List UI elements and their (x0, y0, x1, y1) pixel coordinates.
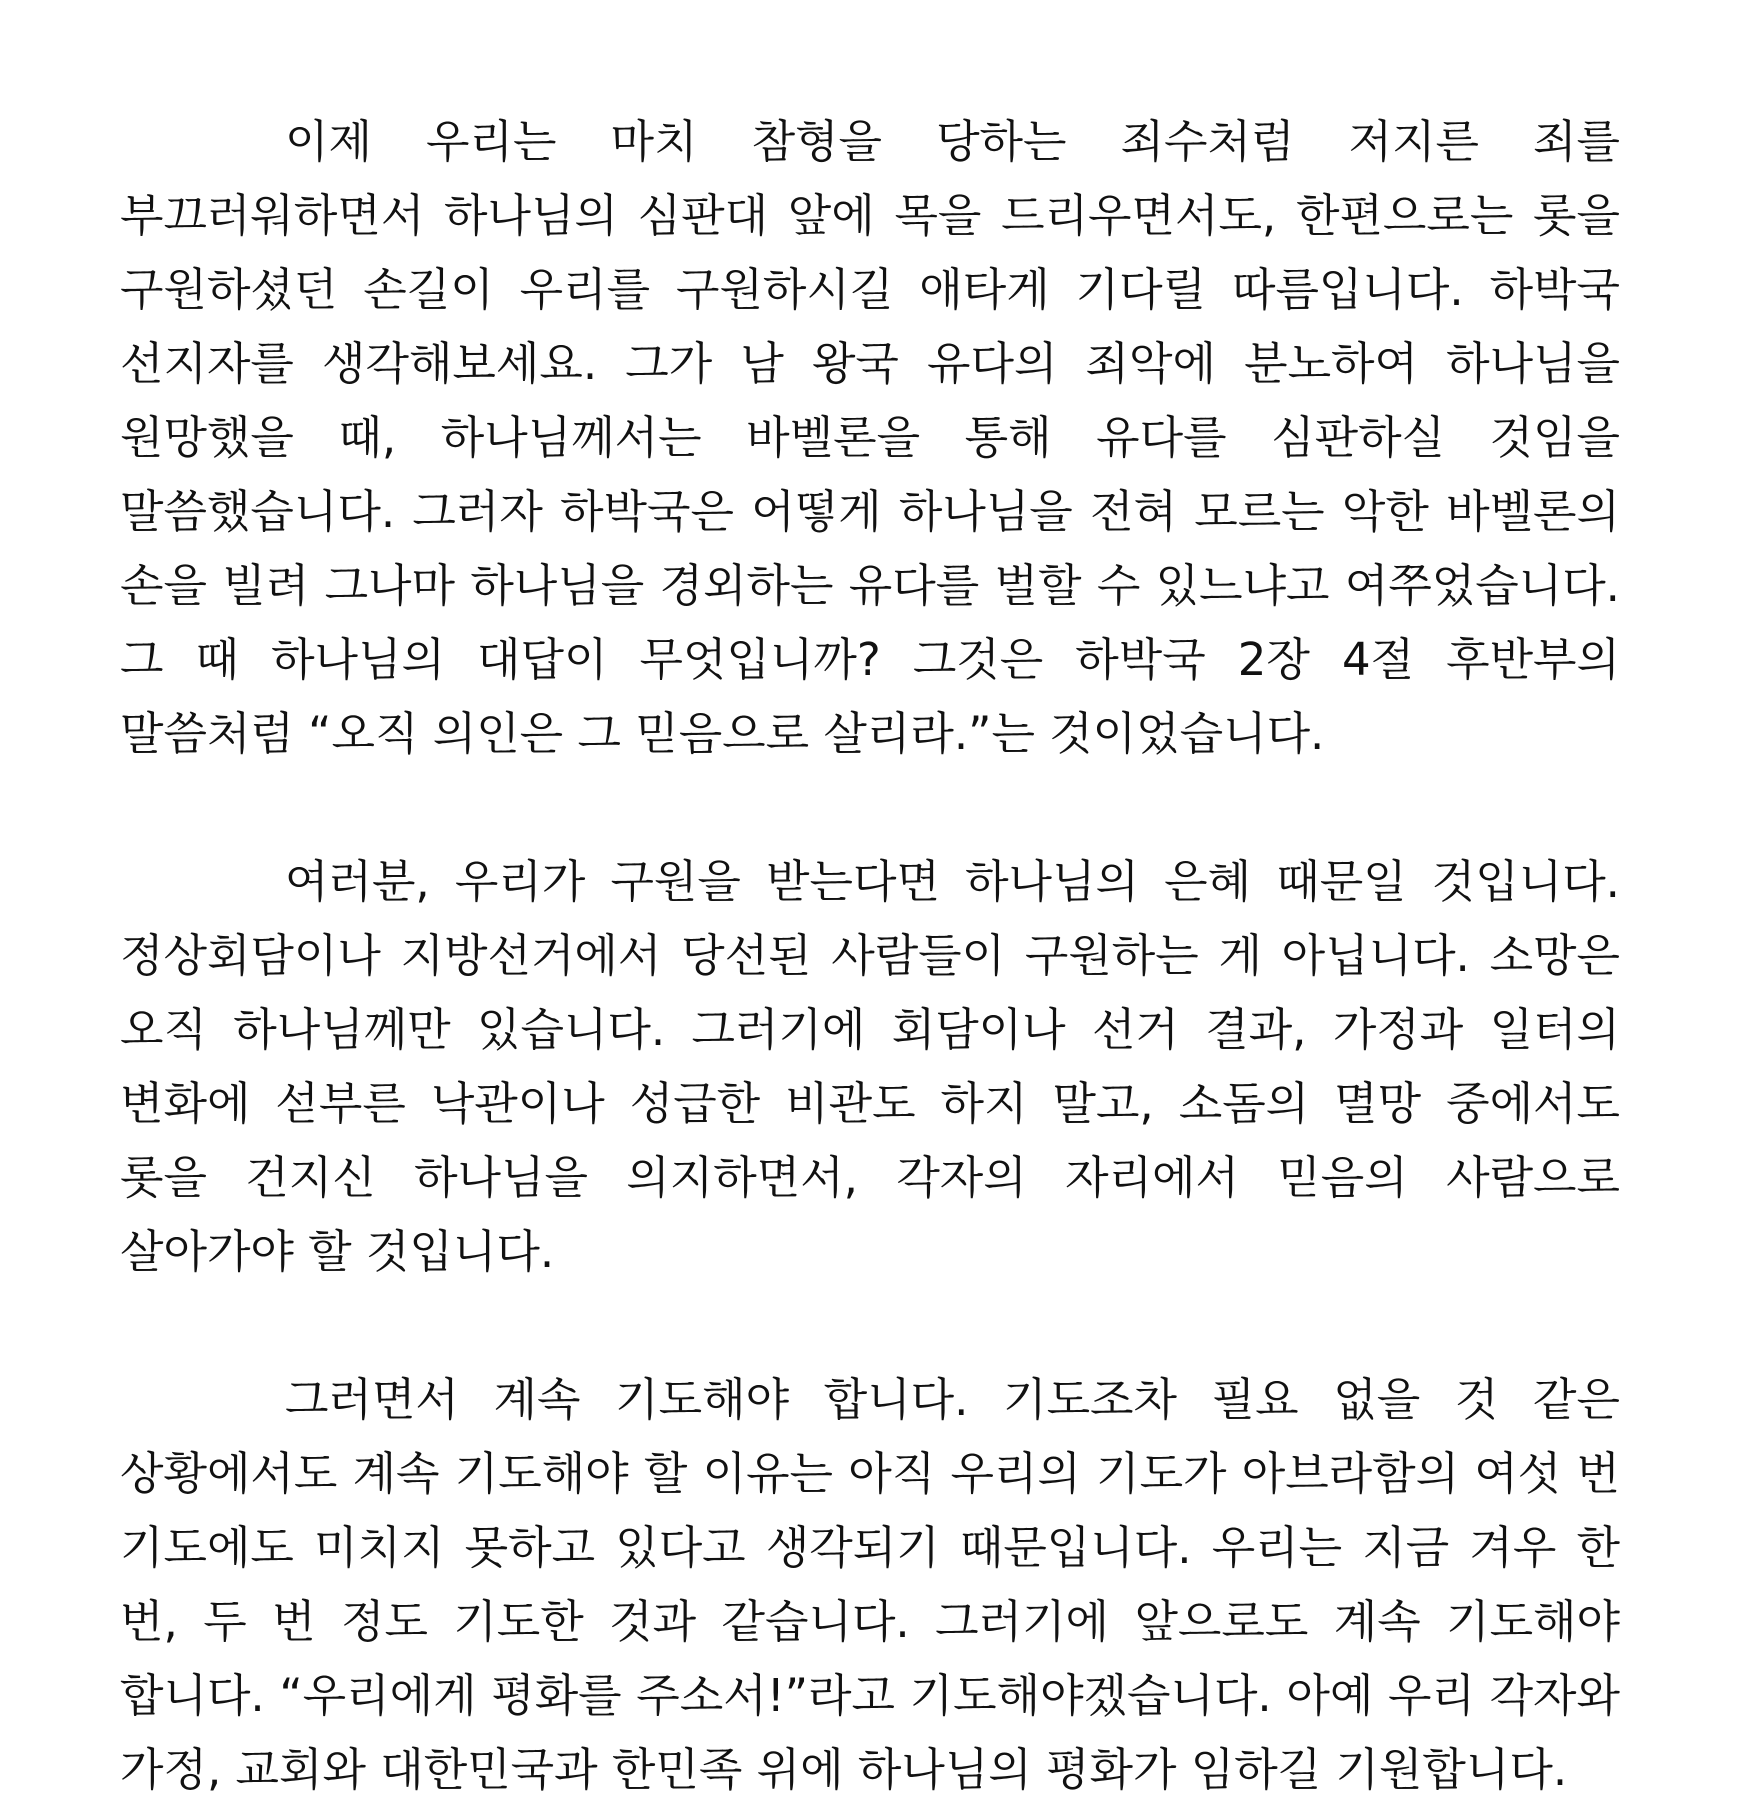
paragraph-1: 이제 우리는 마치 참형을 당하는 죄수처럼 저지른 죄를 부끄러워하면서 하나님의 심판대 앞에 목을 드리우면서도, 한편으로는 롯을 구원하셨던 손길이 우리를 구원하시길 애타게 기다릴 따름입니다. 하박국 선지자를 생각해보세요. 그가 남 왕국 유다의 죄악에 분노하여 하나님을 원망했을 때, 하나님께서는 바벨론을 통해 유다를 심판하실 것임을 말씀했습니다. 그러자 하박국은 어떻게 하나님을 전혀 모르는 악한 바벨론의 손을 빌려 그나마 하나님을 경외하는 유다를 벌할 수 있느냐고 여쭈었습니다. 그 때 하나님의 대답이 무엇입니까? 그것은 하박국 2장 4절 후반부의 말씀처럼 “오직 의인은 그 믿음으로 살리라.”는 것이었습니다. (120, 115, 1620, 760)
paragraph-3: 그러면서 계속 기도해야 합니다. 기도조차 필요 없을 것 같은 상황에서도 계속 기도해야 할 이유는 아직 우리의 기도가 아브라함의 여섯 번 기도에도 미치지 못하고 있다고 생각되기 때문입니다. 우리는 지금 겨우 한 번, 두 번 정도 기도한 것과 같습니다. 그러기에 앞으로도 계속 기도해야 합니다. “우리에게 평화를 주소서!”라고 기도해야겠습니다. 아예 우리 각자와 가정, 교회와 대한민국과 한민족 위에 하나님의 평화가 임하길 기원합니다. (120, 1373, 1620, 1796)
document-page (120, 105, 1620, 1807)
paragraph-2: 여러분, 우리가 구원을 받는다면 하나님의 은혜 때문일 것입니다. 정상회담이나 지방선거에서 당선된 사람들이 구원하는 게 아닙니다. 소망은 오직 하나님께만 있습니다. 그러기에 회담이나 선거 결과, 가정과 일터의 변화에 섣부른 낙관이나 성급한 비관도 하지 말고, 소돔의 멸망 중에서도 롯을 건지신 하나님을 의지하면서, 각자의 자리에서 믿음의 사람으로 살아가야 할 것입니다. (120, 855, 1620, 1278)
